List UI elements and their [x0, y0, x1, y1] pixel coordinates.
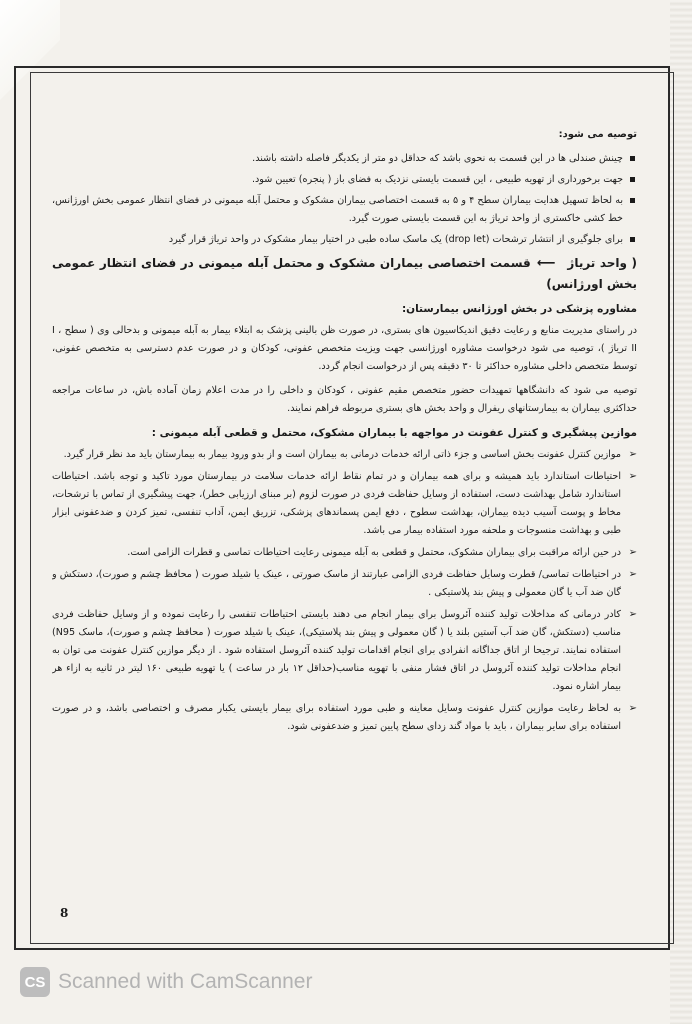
triage-flow-line	[52, 253, 637, 294]
infection-item: ➢ کادر درمانی که مداخلات تولید کننده آئروسل برای بیمار انجام می دهند بایستی احتیاطات تنفسی را رعایت نموده و از وسایل حفاظت فردی مناسب (دستکش، گان ضد آب آستین بلند یا ( گان معمولی و پیش بند پلاستیکی)، عینک یا شیلد صورت ( محافظ چشم و صورت)، ماسک N95) استفاده نمایند. ترجیحا از اتاق جداگانه انفرادی برای انجام اقدامات تولید کننده آئروسل استفاده شود . از دیگر موازین کنترل عفونت می توان به انجام مداخلات تولید کننده آئروسل در اتاق فشار منفی با تهویه مناسب(حداقل ۱۲ بار در ساعت ) یا تهویه طبیعی ۱۶۰ لیتر در ثانیه به ازاء هر بیمار اشاره نمود.	[52, 606, 637, 696]
bullet-item: جهت برخورداری از تهویه طبیعی ، این قسمت بایستی نزدیک به فضای باز ( پنجره) تعیین شود.	[52, 171, 637, 189]
arrowhead-bullet-icon: ➢	[628, 547, 637, 558]
bullet-item: چینش صندلی ها در این قسمت به نحوی باشد که حداقل دو متر از یکدیگر فاصله داشته باشند.	[52, 150, 637, 168]
intro-line: توصیه می شود:	[558, 129, 637, 140]
infection-item: ➢ احتیاطات استاندارد باید همیشه و برای همه بیماران و در تمام نقاط ارائه خدمات سلامت در بیمارستان مورد تاکید و توجه باشد. احتیاطات استاندارد شامل بهداشت دست، استفاده از وسایل حفاظت فردی در صورت لزوم (بر مبنای ارزیابی خطر)، جهت پیشگیری از تماس با ترشحات، مخاط و پوست آسیب دیده بیماران، بهداشت سطوح ، دفع ایمن پسماندهای پزشکی، تزریق ایمن، آداب تنفسی، تمیز کردن و ضدعفونی ابزار طبی و بهداشت منسوجات و ملحفه مورد استفاده بیمار می باشد.	[52, 468, 637, 540]
infection-heading: موازین پیشگیری و کنترل عفونت در مواجهه با بیماران مشکوک، محتمل و قطعی آبله میمونی :	[151, 427, 637, 439]
arrowhead-bullet-icon: ➢	[628, 609, 637, 620]
scanner-watermark	[20, 962, 312, 1002]
infection-item: ➢ به لحاظ رعایت موازین کنترل عفونت وسایل معاینه و طبی مورد استفاده برای بیمار بایستی یکبار مصرف و اختصاصی باشد، و در صورت استفاده برای سایر بیماران ، باید با مواد گند زدای سطح پایین تمیز و ضدعفونی شود.	[52, 700, 637, 736]
left-arrow-icon: ⟵	[536, 256, 556, 271]
infection-item: ➢ در حین ارائه مراقبت برای بیماران مشکوک، محتمل و قطعی به آبله میمونی رعایت احتیاطات تماسی و قطرات الزامی است.	[52, 544, 637, 562]
arrowhead-bullet-icon: ➢	[628, 703, 637, 714]
flow-from: ( واحد تریاژ	[567, 256, 637, 270]
infection-item: ➢ در احتیاطات تماسی/ قطرت وسایل حفاظت فردی الزامی عبارتند از ماسک صورتی ، عینک یا شیلد صورت ( محافظ چشم و صورت)، دستکش و گان ضد آب یا گان معمولی و پیش بند پلاستیکی .	[52, 566, 637, 602]
document-body	[52, 126, 637, 906]
infection-item: ➢ موازین کنترل عفونت بخش اساسی و جزء ذاتی ارائه خدمات درمانی به بیماران است و از بدو ورود بیمار به بیمارستان باید مد نظر قرار گیرد.	[52, 446, 637, 464]
consult-paragraph: در راستای مدیریت منابع و رعایت دقیق اندیکاسیون های بستری، در صورت ظن بالینی پزشک به ابتلاء بیمار به آبله میمونی و بدحالی وی ( سطح I ، II تریاژ )، توصیه می شود درخواست مشاوره اورژانسی جهت ویزیت متخصص عفونی، کودکان و در صورت عدم دسترسی به متخصص عفونی، توسط متخصص داخلی مشاوره حداکثر تا ۳۰ دقیقه پس از درخواست انجام گردد.	[52, 325, 637, 372]
arrowhead-bullet-icon: ➢	[628, 569, 637, 580]
scanner-text: Scanned with CamScanner	[58, 970, 313, 993]
camscanner-logo: CS	[20, 967, 50, 997]
flow-to: قسمت اختصاصی بیماران مشکوک و محتمل آبله میمونی در فضای انتظار عمومی بخش اورژانس)	[52, 256, 637, 291]
arrowhead-bullet-icon: ➢	[628, 471, 637, 482]
bullet-item: به لحاظ تسهیل هدایت بیماران سطح ۴ و ۵ به قسمت اختصاصی بیماران مشکوک و محتمل آبله میمونی در فضای انتظار عمومی بخش اورژانس، خط کشی خاکستری از واحد تریاژ به این قسمت بایستی صورت گیرد.	[52, 192, 637, 228]
page-number: 8	[60, 906, 69, 920]
arrowhead-bullet-icon: ➢	[628, 449, 637, 460]
bullet-item: برای جلوگیری از انتشار ترشحات (drop let) یک ماسک ساده طبی در اختیار بیمار مشکوک در واحد تریاژ قرار گیرد	[52, 231, 637, 249]
consult-heading: مشاوره پزشکی در بخش اورژانس بیمارستان:	[401, 303, 637, 315]
consult-paragraph: توصیه می شود که دانشگاهها تمهیدات حضور متخصص مقیم عفونی ، کودکان و داخلی را در مدت اعلام زمان آماده باش، در ساعات مراجعه حداکثری بیماران به بیمارستانهای ریفرال و واحد بخش های بستری مربوطه فراهم نمایند.	[52, 385, 637, 414]
